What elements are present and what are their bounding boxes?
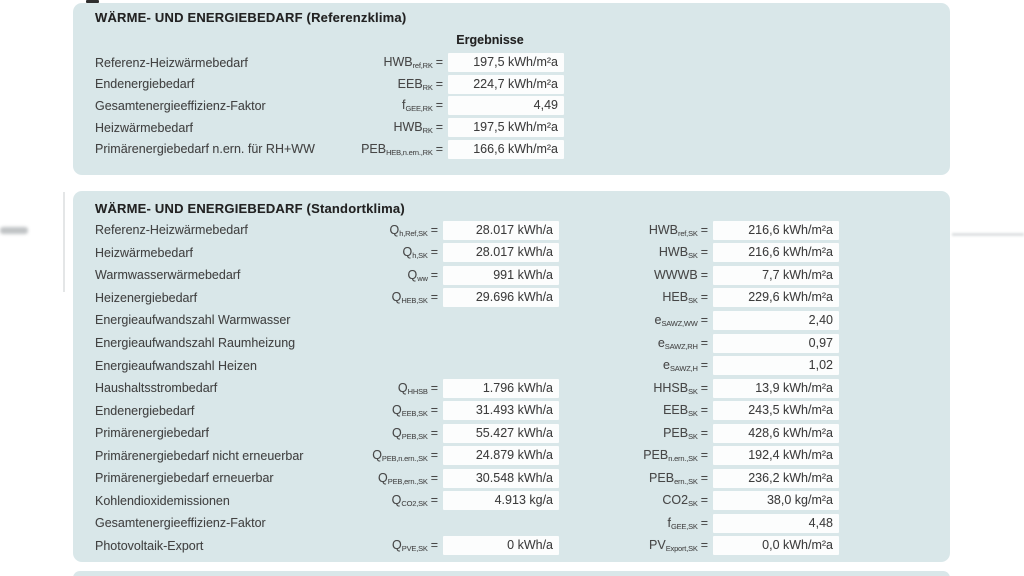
equals-sign: = — [700, 245, 708, 260]
row-label: Primärenergiebedarf — [95, 426, 209, 441]
row-symbol-right — [591, 313, 713, 328]
equals-sign: = — [700, 290, 708, 305]
symbol-sub: SAWZ,H — [670, 364, 698, 374]
scan-artifact-vline — [63, 192, 65, 292]
table-row — [95, 219, 950, 242]
symbol-sub: ww — [417, 273, 428, 283]
row-symbol-left — [353, 448, 443, 463]
equals-sign: = — [700, 380, 708, 395]
symbol-sub: PEB,n.ern.,SK — [381, 454, 428, 464]
row-label: Kohlendioxidemissionen — [95, 493, 230, 508]
equals-sign: = — [430, 222, 438, 237]
value-box-right: 243,5 kWh/m²a — [713, 401, 839, 420]
symbol-sub: HEB,SK — [401, 296, 428, 306]
value-box-right: 1,02 — [713, 356, 839, 375]
row-symbol-left — [353, 538, 443, 553]
table-row — [95, 242, 950, 265]
table-row — [95, 287, 950, 310]
row-label: Energieaufwandszahl Heizen — [95, 358, 257, 373]
value-box-left: 1.796 kWh/a — [443, 379, 559, 398]
symbol-sub: PEB,SK — [401, 431, 428, 441]
row-symbol — [350, 55, 448, 70]
row-symbol-right — [591, 245, 713, 260]
value-box-right: 38,0 kg/m²a — [713, 491, 839, 510]
scan-artifact-smudge — [0, 227, 28, 234]
row-label: Primärenergiebedarf nicht erneuerbar — [95, 448, 304, 463]
symbol-base: Q — [389, 222, 400, 237]
row-label: Primärenergiebedarf n.ern. für RH+WW — [95, 142, 315, 157]
value-box-left: 29.696 kWh/a — [443, 288, 559, 307]
symbol-base: HWB — [648, 222, 679, 237]
symbol-base: Q — [372, 448, 382, 463]
equals-sign: = — [700, 448, 708, 463]
symbol-base: f — [402, 98, 406, 113]
table-row — [95, 354, 950, 377]
symbol-base: e — [657, 335, 665, 350]
symbol-sub: SK — [688, 431, 698, 441]
value-box-left: 4.913 kg/a — [443, 491, 559, 510]
symbol-base: PEB — [649, 470, 675, 485]
row-label: Energieaufwandszahl Warmwasser — [95, 313, 291, 328]
row-symbol-left — [353, 471, 443, 486]
symbol-base: Q — [392, 538, 402, 553]
equals-sign: = — [430, 403, 438, 418]
equals-sign: = — [430, 290, 438, 305]
value-box-left: 31.493 kWh/a — [443, 401, 559, 420]
value-box: 197,5 kWh/m²a — [448, 118, 564, 137]
value-box-right: 216,6 kWh/m²a — [713, 221, 839, 240]
row-label: Heizwärmebedarf — [95, 245, 193, 260]
symbol-sub: RK — [422, 82, 433, 92]
value-box-right: 236,2 kWh/m²a — [713, 469, 839, 488]
equals-sign: = — [435, 120, 443, 135]
row-symbol-left — [353, 223, 443, 238]
symbol-sub: ern.,SK — [674, 476, 698, 486]
row-symbol-right — [591, 336, 713, 351]
symbol-base: Q — [407, 267, 418, 282]
row-label: Heizwärmebedarf — [95, 120, 193, 135]
equals-sign: = — [430, 245, 438, 260]
symbol-sub: SK — [688, 409, 698, 419]
symbol-sub: EEB,SK — [401, 409, 428, 419]
table-row — [95, 309, 950, 332]
equals-sign: = — [700, 425, 708, 440]
row-label: Primärenergiebedarf erneuerbar — [95, 471, 274, 486]
row-symbol-left — [353, 381, 443, 396]
symbol-sub: SK — [688, 386, 698, 396]
equals-sign: = — [430, 267, 438, 282]
row-symbol-right — [591, 448, 713, 463]
equals-sign: = — [430, 425, 438, 440]
row-symbol-left — [353, 290, 443, 305]
equals-sign: = — [700, 493, 708, 508]
section-standortklima — [73, 191, 950, 562]
row-label: Heizenergiebedarf — [95, 290, 198, 305]
row-label: Warmwasserwärmebedarf — [95, 268, 241, 283]
equals-sign: = — [430, 448, 438, 463]
symbol-base: PEB — [663, 425, 689, 440]
symbol-base: f — [667, 515, 671, 530]
row-label: Gesamtenergieeffizienz-Faktor — [95, 516, 266, 531]
value-box-right: 192,4 kWh/m²a — [713, 446, 839, 465]
spacer — [443, 514, 559, 533]
section-title: WÄRME- UND ENERGIEBEDARF (Referenzklima) — [95, 10, 407, 25]
symbol-sub: SK — [688, 251, 698, 261]
equals-sign: = — [700, 358, 708, 373]
equals-sign: = — [430, 493, 438, 508]
row-symbol — [350, 77, 448, 92]
equals-sign: = — [435, 98, 443, 113]
symbol-base: Q — [391, 493, 402, 508]
symbol-base: Q — [402, 245, 413, 260]
equals-sign: = — [435, 141, 443, 156]
table-row — [95, 490, 950, 513]
symbol-sub: n.ern.,SK — [668, 454, 698, 464]
equals-sign: = — [700, 222, 708, 237]
symbol-sub: HEB,n.ern.,RK — [386, 147, 433, 157]
row-symbol-right — [591, 223, 713, 238]
symbol-base: e — [654, 312, 662, 327]
symbol-sub: RK — [422, 126, 433, 136]
row-symbol-left — [353, 268, 443, 283]
table-row — [95, 74, 950, 96]
value-box-right: 428,6 kWh/m²a — [713, 424, 839, 443]
symbol-sub: Export,SK — [665, 544, 698, 554]
row-label: Referenz-Heizwärmebedarf — [95, 223, 248, 238]
value-box-left: 28.017 kWh/a — [443, 243, 559, 262]
symbol-base: EEB — [663, 403, 689, 418]
symbol-base: HHSB — [653, 380, 689, 395]
symbol-sub: PEB,ern.,SK — [387, 476, 428, 486]
equals-sign: = — [700, 470, 708, 485]
symbol-base: Q — [391, 290, 402, 305]
symbol-sub: h,SK — [412, 251, 428, 261]
value-box-right: 2,40 — [713, 311, 839, 330]
section-referenzklima — [73, 3, 950, 175]
value-box-right: 216,6 kWh/m²a — [713, 243, 839, 262]
row-label: Endenergiebedarf — [95, 403, 195, 418]
symbol-sub: SAWZ,RH — [664, 341, 698, 351]
table-row — [95, 264, 950, 287]
symbol-base: HWB — [383, 55, 413, 70]
symbol-sub: HHSB — [407, 386, 428, 396]
value-box: 224,7 kWh/m²a — [448, 75, 564, 94]
next-section-edge — [73, 571, 950, 576]
value-box-right: 0,0 kWh/m²a — [713, 536, 839, 555]
table-row — [95, 512, 950, 535]
row-symbol-right — [591, 268, 713, 282]
equals-sign: = — [700, 515, 708, 530]
equals-sign: = — [700, 403, 708, 418]
spacer — [443, 311, 559, 330]
row-label: Haushaltsstrombedarf — [95, 381, 218, 396]
spacer — [443, 334, 559, 353]
value-box-left: 991 kWh/a — [443, 266, 559, 285]
value-box-left: 28.017 kWh/a — [443, 221, 559, 240]
row-symbol — [350, 142, 448, 157]
equals-sign: = — [700, 312, 708, 327]
symbol-sub: ref,SK — [678, 228, 698, 238]
table-row — [95, 444, 950, 467]
row-label: Endenergiebedarf — [95, 77, 195, 92]
value-box-left: 24.879 kWh/a — [443, 446, 559, 465]
table-row — [95, 138, 950, 160]
spacer — [443, 356, 559, 375]
symbol-sub: CO2,SK — [401, 499, 428, 509]
symbol-sub: PVE,SK — [401, 544, 428, 554]
results-header-row — [95, 28, 950, 52]
symbol-sub: h,Ref,SK — [399, 228, 428, 238]
table-row — [95, 95, 950, 117]
table-row — [95, 377, 950, 400]
equals-sign: = — [435, 55, 443, 70]
row-symbol-left — [353, 493, 443, 508]
row-symbol-left — [353, 426, 443, 441]
row-symbol-right — [591, 358, 713, 373]
equals-sign: = — [700, 335, 708, 350]
symbol-base: EEB — [397, 76, 423, 91]
row-symbol-right — [591, 538, 713, 553]
row-label: Referenz-Heizwärmebedarf — [95, 55, 248, 70]
symbol-sub: GEE,SK — [670, 521, 698, 531]
symbol-base: Q — [392, 403, 402, 418]
row-label: Energieaufwandszahl Raumheizung — [95, 336, 296, 350]
row-label: Photovoltaik-Export — [95, 538, 204, 553]
symbol-base: PEB — [643, 448, 669, 463]
row-symbol-left — [353, 403, 443, 418]
equals-sign: = — [435, 76, 443, 91]
symbol-sub: ref,RK — [412, 61, 433, 71]
row-symbol-right — [591, 403, 713, 418]
equals-sign: = — [430, 538, 438, 553]
row-symbol-right — [591, 493, 713, 508]
symbol-base: Q — [392, 425, 402, 440]
symbol-base: HWB — [658, 245, 689, 260]
row-symbol-right — [591, 426, 713, 441]
table-row — [95, 467, 950, 490]
table-row — [95, 535, 950, 558]
table-row — [95, 52, 950, 74]
equals-sign: = — [430, 470, 438, 485]
row-label: Gesamtenergieeffizienz-Faktor — [95, 98, 266, 113]
symbol-base: CO2 — [662, 493, 689, 508]
symbol-base: PEB — [361, 141, 387, 156]
symbol-sub: SK — [688, 499, 698, 509]
row-symbol-right — [591, 471, 713, 486]
equals-sign: = — [430, 380, 438, 395]
symbol-base: e — [663, 358, 670, 373]
value-box: 166,6 kWh/m²a — [448, 140, 564, 159]
section-title: WÄRME- UND ENERGIEBEDARF (Standortklima) — [95, 201, 405, 216]
symbol-sub: SAWZ,WW — [661, 318, 698, 328]
symbol-sub: GEE,RK — [405, 104, 433, 114]
value-box-right: 4,48 — [713, 514, 839, 533]
results-header: Ergebnisse — [456, 33, 524, 47]
symbol-base: PV — [649, 538, 666, 553]
value-box-right: 229,6 kWh/m²a — [713, 288, 839, 307]
value-box-right: 7,7 kWh/m²a — [713, 266, 839, 285]
symbol-base: HEB — [662, 290, 689, 305]
symbol-base: Q — [378, 470, 388, 485]
value-box-left: 30.548 kWh/a — [443, 469, 559, 488]
value-box-right: 13,9 kWh/m²a — [713, 379, 839, 398]
symbol-base: HWB — [393, 120, 423, 135]
equals-sign: = — [700, 268, 708, 283]
row-symbol-right — [591, 290, 713, 305]
scan-artifact-line — [952, 233, 1024, 236]
table-row — [95, 117, 950, 139]
row-symbol-right — [591, 516, 713, 531]
value-box-right: 0,97 — [713, 334, 839, 353]
symbol-base: Q — [397, 380, 408, 395]
row-symbol-left — [353, 245, 443, 260]
value-box-left: 0 kWh/a — [443, 536, 559, 555]
value-box: 4,49 — [448, 96, 564, 115]
row-symbol — [350, 120, 448, 135]
value-box: 197,5 kWh/m²a — [448, 53, 564, 72]
table-row — [95, 399, 950, 422]
symbol-sub: SK — [688, 296, 698, 306]
symbol-base: WWWB — [653, 268, 698, 283]
table-body — [95, 219, 950, 557]
table-row — [95, 422, 950, 445]
row-symbol — [350, 98, 448, 113]
equals-sign: = — [700, 538, 708, 553]
value-box-left: 55.427 kWh/a — [443, 424, 559, 443]
row-symbol-right — [591, 381, 713, 396]
table-row — [95, 332, 950, 355]
